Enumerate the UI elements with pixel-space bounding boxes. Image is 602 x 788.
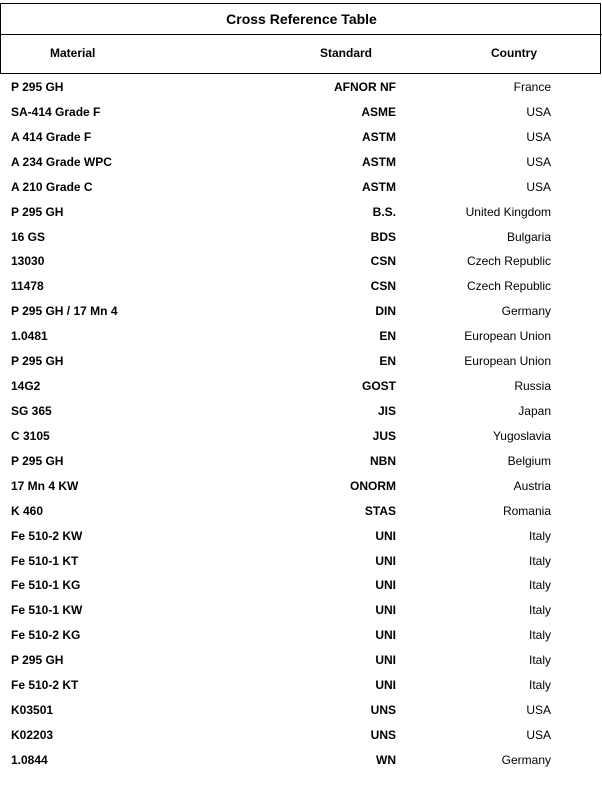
cell-standard: ASME (361, 104, 396, 119)
cell-material: Fe 510-1 KG (11, 578, 81, 593)
cell-country: United Kingdom (465, 204, 551, 219)
cell-standard: EN (379, 329, 396, 344)
table-header-frame (0, 3, 601, 73)
table-row (0, 722, 602, 747)
cell-standard: UNI (375, 553, 396, 568)
table-row (0, 423, 602, 448)
cell-standard: NBN (370, 453, 396, 468)
table-row (0, 597, 602, 622)
cell-country: European Union (464, 329, 551, 344)
cell-standard: BDS (370, 229, 396, 244)
cell-country: Italy (528, 653, 551, 668)
cell-country: Germany (501, 304, 551, 319)
cell-material: 13030 (11, 254, 45, 269)
table-row (0, 672, 602, 697)
cell-standard: ASTM (362, 154, 396, 169)
cell-material: A 210 Grade C (11, 179, 93, 194)
table-row (0, 298, 602, 323)
table-row (0, 373, 602, 398)
cell-standard: UNI (375, 628, 396, 643)
cell-country: Austria (513, 478, 551, 493)
cell-material: P 295 GH (11, 204, 64, 219)
column-header-material: Material (50, 46, 96, 60)
cell-standard: WN (376, 752, 396, 767)
cell-standard: DIN (375, 304, 396, 319)
cell-country: Czech Republic (466, 254, 551, 269)
cell-country: Russia (514, 379, 551, 394)
cell-standard: GOST (361, 379, 396, 394)
cell-material: Fe 510-1 KW (11, 603, 83, 618)
cell-material: SA-414 Grade F (11, 104, 101, 119)
table-row (0, 323, 602, 348)
table-row (0, 697, 602, 722)
table-row (0, 647, 602, 672)
cell-country: Japan (518, 403, 551, 418)
cell-country: USA (526, 727, 551, 742)
cell-country: Romania (502, 503, 551, 518)
cell-country: USA (526, 129, 551, 144)
cell-standard: ASTM (362, 179, 396, 194)
cell-standard: B.S. (372, 204, 396, 219)
cell-country: Italy (528, 678, 551, 693)
cell-material: K03501 (11, 703, 54, 718)
cell-material: 1.0844 (11, 752, 48, 767)
cell-standard: JUS (372, 428, 396, 443)
table-row (0, 149, 602, 174)
table-row (0, 523, 602, 548)
cell-standard: UNI (375, 578, 396, 593)
cell-country: USA (526, 154, 551, 169)
cell-standard: ASTM (362, 129, 396, 144)
table-row (0, 224, 602, 249)
cell-material: A 234 Grade WPC (11, 154, 112, 169)
table-row (0, 74, 602, 99)
table-row (0, 124, 602, 149)
cell-standard: CSN (370, 254, 396, 269)
table-row (0, 498, 602, 523)
cell-material: 11478 (11, 279, 44, 294)
cell-country: Italy (528, 603, 551, 618)
cell-country: Czech Republic (466, 279, 551, 294)
cell-material: C 3105 (11, 428, 50, 443)
table-body (0, 74, 602, 772)
cell-country: Italy (528, 578, 551, 593)
cell-country: USA (526, 179, 551, 194)
cell-material: Fe 510-2 KG (11, 628, 81, 643)
cell-standard: STAS (364, 503, 396, 518)
cell-country: Italy (528, 553, 551, 568)
cell-material: K 460 (11, 503, 44, 518)
cell-standard: UNI (375, 678, 396, 693)
cell-standard: EN (379, 354, 396, 369)
cell-country: France (513, 80, 551, 94)
cell-material: A 414 Grade F (11, 129, 92, 144)
table-row (0, 273, 602, 298)
cell-country: Italy (528, 528, 551, 543)
table-row (0, 398, 602, 423)
column-header-country: Country (491, 46, 537, 60)
cell-standard: ONORM (350, 478, 396, 493)
cell-material: 17 Mn 4 KW (11, 478, 79, 493)
cell-material: Fe 510-2 KT (11, 678, 79, 693)
cell-standard: UNI (375, 528, 396, 543)
cell-standard: JIS (377, 403, 396, 418)
cell-material: P 295 GH (11, 354, 64, 369)
cell-material: 16 GS (11, 229, 46, 244)
cell-standard: UNI (375, 653, 396, 668)
cell-standard: CSN (370, 279, 396, 294)
cell-country: USA (526, 703, 551, 718)
table-row (0, 199, 602, 224)
cell-material: P 295 GH (11, 453, 64, 468)
cell-standard: UNI (375, 603, 396, 618)
cell-country: Germany (501, 752, 551, 767)
table-row (0, 548, 602, 573)
cell-standard: UNS (370, 703, 396, 718)
cell-country: Italy (528, 628, 551, 643)
table-row (0, 622, 602, 647)
cell-standard: UNS (370, 727, 396, 742)
table-row (0, 747, 602, 772)
table-row (0, 248, 602, 273)
column-header-standard: Standard (320, 46, 373, 60)
cell-country: USA (526, 104, 551, 119)
cell-country: Belgium (507, 453, 551, 468)
cell-country: Yugoslavia (492, 428, 551, 443)
cell-material: K02203 (11, 727, 54, 742)
cell-material: P 295 GH / 17 Mn 4 (11, 304, 118, 319)
table-row (0, 174, 602, 199)
cell-country: Bulgaria (506, 229, 551, 244)
table-row (0, 572, 602, 597)
cell-material: Fe 510-1 KT (11, 553, 79, 568)
table-row (0, 448, 602, 473)
cell-material: SG 365 (11, 403, 52, 418)
cell-material: P 295 GH (11, 653, 64, 668)
table-title: Cross Reference Table (1, 4, 602, 35)
cell-material: P 295 GH (11, 80, 64, 94)
cell-material: Fe 510-2 KW (11, 528, 83, 543)
table-row (0, 473, 602, 498)
table-row (0, 99, 602, 124)
cell-material: 1.0481 (11, 329, 48, 344)
cell-standard: AFNOR NF (334, 80, 396, 94)
cell-material: 14G2 (11, 379, 41, 394)
cell-country: European Union (464, 354, 551, 369)
table-row (0, 348, 602, 373)
